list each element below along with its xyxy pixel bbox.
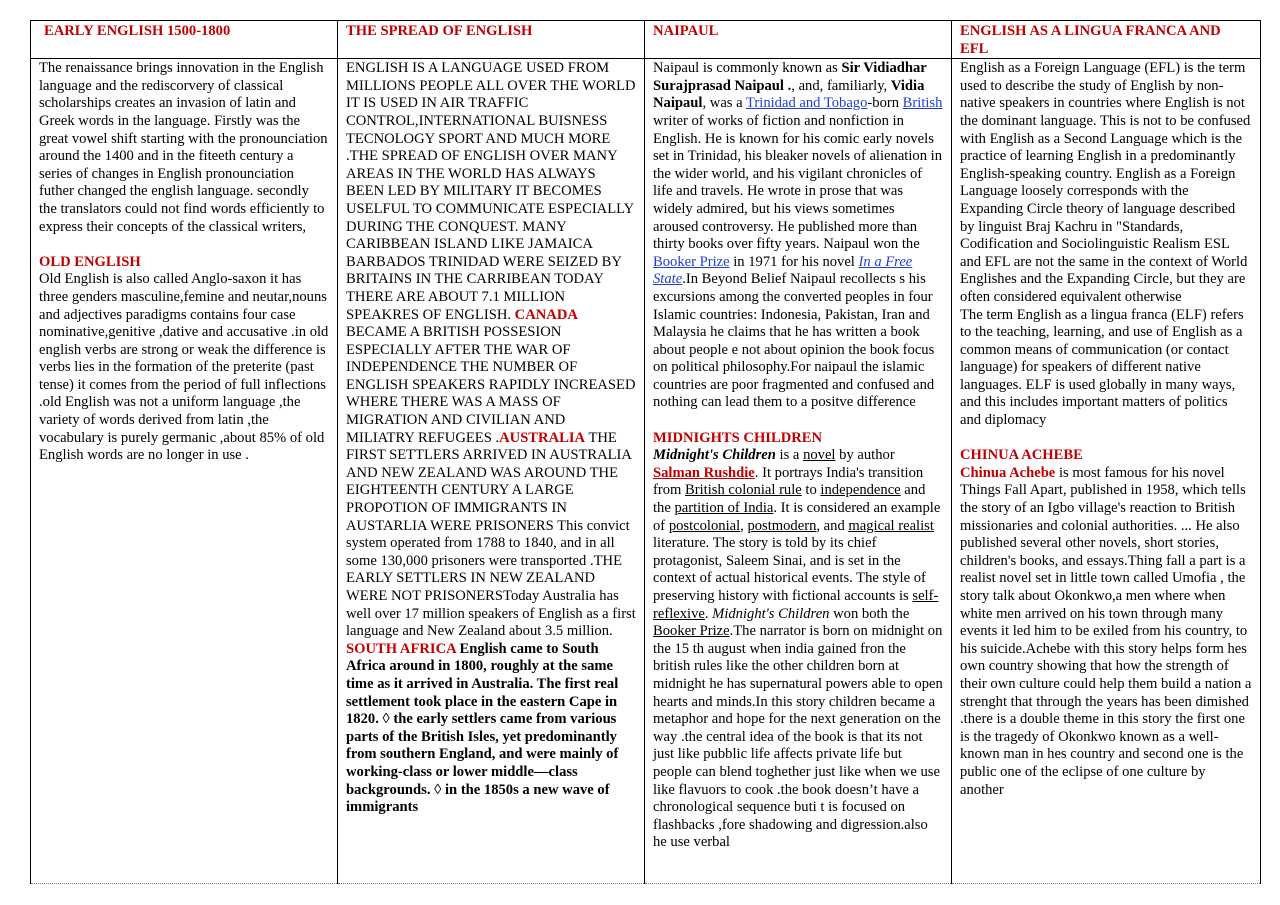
- spread-intro-text: ENGLISH IS A LANGUAGE USED FROM MILLIONS PEOPLE ALL OVER THE WORLD IT IS USED IN AIR TRAFFIC CONTROL,INTERNATIONAL BUISNESS TECNOLOGY SPORT AND MUCH MORE .THE SPREAD OF ENGLISH OVER MANY AREAS IN THE WORLD HAS ALWAYS BEEN LED BY MILITARY IT BECOMES USELFUL TO COMMUNICATE ESPECIALLY DURING THE CONQUEST. MANY CARIBBEAN ISLAND LIKE JAMAICA BARBADOS TRINIDAD WERE SEIZED BY BRITAINS IN THE CARRIBEAN TODAY THERE ARE ABOUT 7.1 MILLION SPEAKRES OF ENGLISH.: [346, 60, 636, 323]
- postmodern-link[interactable]: postmodern: [747, 517, 817, 534]
- naipaul-text-6: in 1971 for his novel: [729, 253, 859, 270]
- postcolonial-link[interactable]: postcolonial: [668, 517, 741, 534]
- naipaul-text-1: Naipaul is commonly known as: [653, 60, 842, 77]
- mc-text-1: is a: [775, 447, 804, 464]
- british-link[interactable]: British: [902, 95, 943, 112]
- booker-prize-link[interactable]: Booker Prize: [653, 253, 730, 270]
- old-english-paragraph: Old English is also called Anglo-saxon it has three genders masculine,femine and neutar,nouns and adjectives paradigms contains four case nominative,genitive ,dative and accusative .in old english verbs are strong or weak the difference is verbs lies in the formation of the preterite (past tense) it comes from the period of full inflections .old English was not a uniform language ,the variety of words derived from latin ,the vocabulary is purely germanic ,about 85% of old English words are no longer in use .: [39, 271, 329, 464]
- partition-link[interactable]: partition of India: [674, 500, 774, 517]
- british-colonial-rule-link[interactable]: British colonial rule: [685, 482, 802, 499]
- midnights-children-heading: MIDNIGHTS CHILDREN: [653, 429, 823, 446]
- magical-realist-link[interactable]: magical realist: [848, 517, 934, 534]
- mc-text-4: to: [801, 482, 821, 499]
- independence-link[interactable]: independence: [820, 482, 901, 499]
- body-cell-early-english: [31, 59, 338, 884]
- achebe-text: is most famous for his novel Things Fall Apart, published in 1958, which tells the story of an Igbo village's reaction to British missionaries and colonial authorities. ... He also published several other novels, short stories, children's books, and essays.Thing fall a part is a realist novel set in little town called Umofia , the story talk about Okonkwo,a men where when white men arrived on his town through many events it led him to be exiled from his country, to his suicide.Achebe with this story helps form hes own country showing that how the strength of their own culture could help them build a nation a strenght that through the years has been dimished .there is a double theme in this story the first one is the tragedy of Okonkwo known as a well-known man in hes country and second one is the public one of the eclipse of one culture by another: [960, 464, 1252, 798]
- trinidad-link[interactable]: Trinidad and Tobago: [746, 95, 868, 112]
- midnights-title: Midnight's Children: [653, 447, 776, 464]
- elf-paragraph: The term English as a lingua franca (ELF) refers to the teaching, learning, and use of English as a common means of communication (or contact language) for speakers of different native languages. ELF is used globally in many ways, and this includes important matters of politics and diplomacy: [960, 306, 1244, 429]
- mc-text-11: won both the: [829, 605, 910, 622]
- salman-rushdie-link[interactable]: Salman Rushdie: [653, 464, 755, 481]
- heading-early-english: EARLY ENGLISH 1500-1800: [44, 23, 231, 39]
- in-a-free-state-link[interactable]: In a Free State: [653, 253, 913, 288]
- naipaul-text-2: , and, familiarly,: [791, 77, 891, 94]
- heading-lingua-franca: ENGLISH AS A LINGUA FRANCA AND EFL: [960, 23, 1221, 57]
- heading-naipaul: NAIPAUL: [653, 23, 719, 39]
- mc-text-8: , and: [816, 517, 849, 534]
- self-reflexive-link[interactable]: self-reflexive: [653, 588, 939, 622]
- mc-text-9: literature. The story is told by its chief protagonist, Saleem Sinai, and is set in the context of actual historical events. The style of preserving history with fictional accounts is: [653, 535, 926, 604]
- novel-link[interactable]: novel: [803, 447, 836, 464]
- achebe-name: Chinua Achebe: [960, 464, 1056, 481]
- mc-text-12: .The narrator is born on midnight on the 15 th august when india gained fron the british rules like the other children born at midnight he has supernatural powers able to open hearts and minds.In this story children became a metaphor and hope for the next generation on the way .the central idea of the book is that its not just like pubblic life affects private life but people can blend toghether just like when we use like flavuors to cook .the book doesn’t have a chronological sequence buti t is focused on flashbacks ,fore shadowing and digression.also he use verbal: [653, 623, 943, 851]
- canada-label: CANADA: [514, 306, 578, 323]
- naipaul-text-5: writer of works of fiction and nonfiction in English. He is known for his comic early novels set in Trinidad, his bleaker novels of alienation in the wider world, and his vigilant chronicles of life and travels. He wrote in prose that was widely admired, but his views sometimes aroused controversy. He published more than thirty books over fifty years. Naipaul won the: [653, 112, 942, 253]
- efl-paragraph: English as a Foreign Language (EFL) is the term used to describe the study of English by non-native speakers in countries where English is not the dominant language. This is not to be confused with English as a Second Language which is the practice of learning English in a predominantly English-speaking country. English as a Foreign Language loosely corresponds with the Expanding Circle theory of language described by linguist Braj Kachru in "Standards, Codification and Sociolinguistic Realism ESL and EFL are not the same in the context of World Englishes and the Expanding Circle, but they are often considered equivalent otherwise: [960, 60, 1251, 305]
- today-text: Today Australia has well over 17 million speakers of English as a first language and New Zealand about 3.5 million.: [346, 588, 636, 640]
- naipaul-short-name: Vidia Naipaul: [653, 77, 925, 112]
- spread-paragraph: [346, 60, 636, 817]
- mc-text-7: ,: [740, 517, 748, 534]
- convict-text: This convict system operated from 1788 to 1840, and in all some 130,000 prisoners were transported .THE EARLY SETTLERS IN NEW ZEALAND WERE NOT PRISONERS: [346, 517, 630, 604]
- australia-text: THE FIRST SETTLERS ARRIVED IN AUSTRALIA AND NEW ZEALAND WAS AROUND THE EIGHTEENTH CENTURY A LARGE PROPOTION OF IMMIGRANTS IN AUSTARLIA WERE PRISONERS: [346, 429, 632, 534]
- body-cell-lingua-franca: [952, 59, 1261, 884]
- booker-prize-link-2[interactable]: Booker Prize: [653, 623, 730, 640]
- mc-text-3: . It portrays India's transition from: [653, 464, 924, 499]
- naipaul-text-3: , was a: [702, 95, 746, 112]
- midnights-title-2: Midnight's Children: [712, 605, 830, 622]
- naipaul-full-name: Sir Vidiadhar Surajprasad Naipaul .: [653, 60, 927, 94]
- header-cell-spread: [338, 21, 645, 59]
- header-cell-early-english: [31, 21, 338, 59]
- mc-text-2: by author: [835, 447, 895, 464]
- achebe-paragraph: [960, 465, 1252, 799]
- early-english-paragraph: The renaissance brings innovation in the English language and the rediscorvery of classical scholarships creates an invasion of latin and Greek words in the language. Firstly was the great vowel shift starting with the pronounciation around the 1400 and in the fiteeth century a series of changes in English pronounciation futher changed the english language. secondly the translators could not find words efficiently to express their concepts of the classical writers,: [39, 60, 328, 235]
- naipaul-text-7: .In Beyond Belief Naipaul recollects s his excursions among the converted peoples in four Islamic countries: Indonesia, Pakistan, Iran and Malaysia he claims that he has written a book about people e not about opinion the book focus on political philosophy.For naipaul the islamic countries are poor fragmented and confused and nothing can lead them to a positve difference: [653, 271, 935, 411]
- midnights-children-paragraph: [653, 447, 943, 852]
- south-africa-text: English came to South Africa around in 1800, roughly at the same time as it arrived in Australia. The first real settlement took place in the eastern Cape in 1820. ◊ the early settlers came from various parts of the British Isles, yet predominantly from southern England, and were mainly of working-class or lower middle—class backgrounds. ◊ in the 1850s a new wave of immigrants: [346, 640, 619, 816]
- header-cell-naipaul: [645, 21, 952, 59]
- mc-text-6: . It is considered an example of: [653, 500, 941, 534]
- document-table: [30, 20, 1261, 884]
- mc-text-10: .: [704, 605, 713, 622]
- chinua-achebe-heading: CHINUA ACHEBE: [960, 447, 1083, 464]
- body-row: [31, 59, 1261, 884]
- australia-label: AUSTRALIA: [499, 429, 586, 446]
- body-cell-naipaul: [645, 59, 952, 884]
- canada-text: BECAME A BRITISH POSSESION ESPECIALLY AFTER THE WAR OF INDEPENDENCE THE NUMBER OF ENGLISH SPEAKERS RAPIDLY INCREASED WHERE THERE WAS A MASS OF MIGRATION AND CIVILIAN AND MILIATRY REFUGEES .: [346, 324, 636, 446]
- header-cell-lingua-franca: [952, 21, 1261, 59]
- mc-text-5: and the: [653, 482, 926, 517]
- naipaul-text-4: -born: [867, 95, 903, 112]
- south-africa-label: SOUTH AFRICA: [346, 640, 456, 657]
- naipaul-paragraph: [653, 60, 943, 412]
- header-row: [31, 21, 1261, 59]
- old-english-heading: OLD ENGLISH: [39, 253, 141, 270]
- heading-spread-of-english: THE SPREAD OF ENGLISH: [346, 23, 533, 39]
- body-cell-spread: [338, 59, 645, 884]
